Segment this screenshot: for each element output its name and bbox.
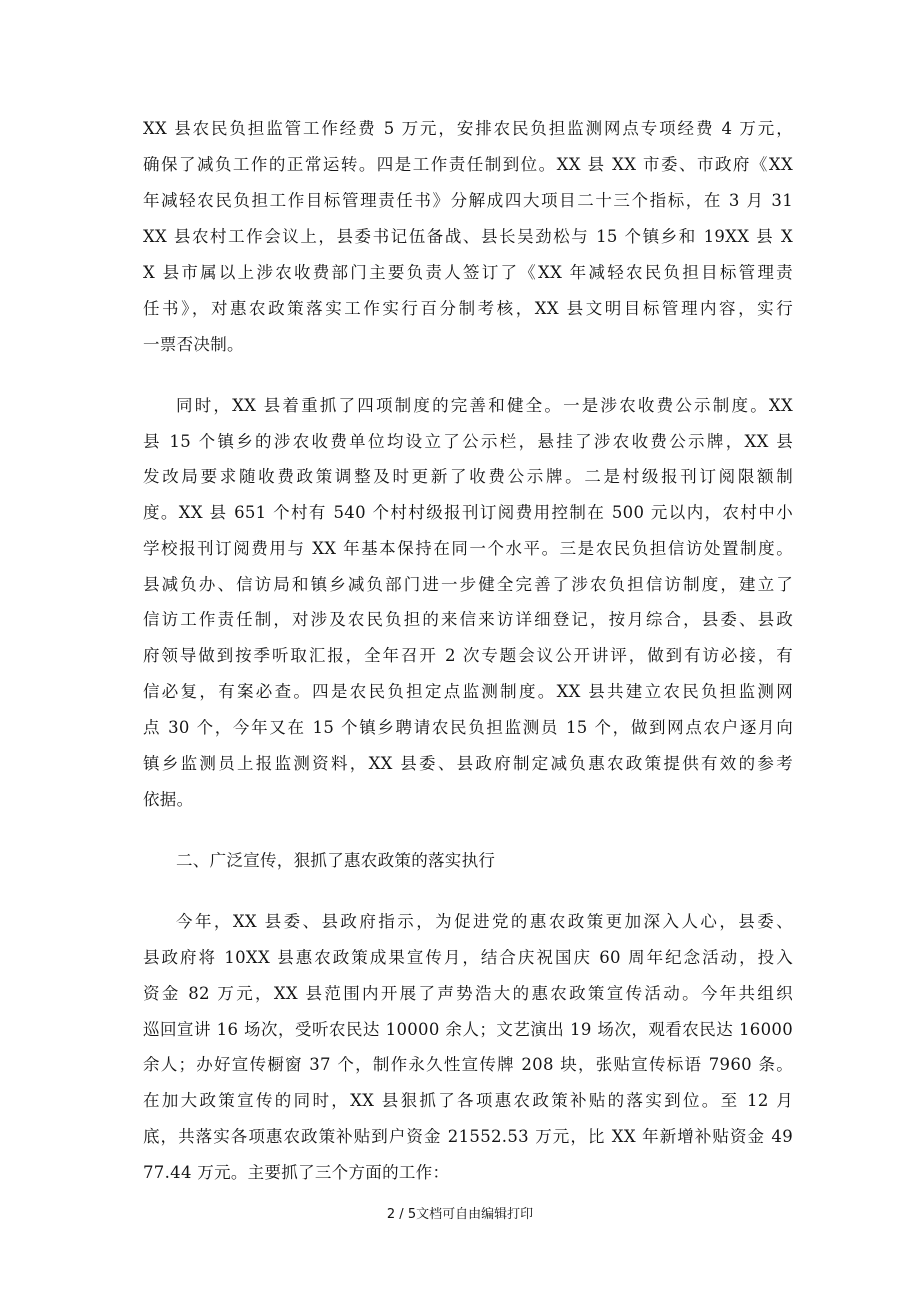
paragraph-line: 县减负办、信访局和镇乡减负部门进一步健全完善了涉农负担信访制度，建立了: [143, 575, 793, 594]
paragraph-line: 一票否决制。: [143, 335, 244, 354]
paragraph-line: 发改局要求随收费政策调整及时更新了收费公示牌。二是村级报刊订阅限额制: [143, 467, 793, 486]
paragraph-line: 确保了减负工作的正常运转。四是工作责任制到位。XX 县 XX 市委、市政府《XX: [143, 155, 793, 174]
paragraph-line: XX 县农民负担监管工作经费 5 万元，安排农民负担监测网点专项经费 4 万元，: [143, 119, 793, 138]
paragraph-line: 余人；办好宣传橱窗 37 个，制作永久性宣传牌 208 块，张贴宣传标语 7960 条。: [143, 1055, 793, 1074]
page-footer: 2 / 5文档可自由编辑打印: [386, 1207, 534, 1222]
paragraph-line: 资金 82 万元，XX 县范围内开展了声势浩大的惠农政策宣传活动。今年共组织: [143, 984, 793, 1003]
paragraph-line: 77.44 万元。主要抓了三个方面的工作：: [143, 1163, 450, 1182]
paragraph-line: 县政府将 10XX 县惠农政策成果宣传月，结合庆祝国庆 60 周年纪念活动，投入: [143, 948, 793, 967]
section-heading: 二、广泛宣传，狠抓了惠农政策的落实执行: [176, 851, 496, 870]
paragraph-line: 信必复，有案必查。四是农民负担定点监测制度。XX 县共建立农民负担监测网: [143, 682, 793, 701]
paragraph-line: 底，共落实各项惠农政策补贴到户资金 21552.53 万元，比 XX 年新增补贴资金 49: [143, 1127, 793, 1146]
paragraph-line: 点 30 个，今年又在 15 个镇乡聘请农民负担监测员 15 个，做到网点农户逐月向: [143, 718, 793, 737]
paragraph-line: 府领导做到按季听取汇报，全年召开 2 次专题会议公开讲评，做到有访必接，有: [143, 646, 793, 665]
paragraph-line: XX 县农村工作会议上，县委书记伍备战、县长吴劲松与 15 个镇乡和 19XX 县 X: [143, 227, 793, 246]
paragraph-line: 巡回宣讲 16 场次，受听农民达 10000 余人；文艺演出 19 场次，观看农民达 16000: [143, 1020, 793, 1039]
paragraph-line: 依据。: [143, 790, 194, 809]
paragraph-line: 年减轻农民负担工作目标管理责任书》分解成四大项目二十三个指标，在 3 月 31: [143, 191, 793, 210]
paragraph-line: 度。XX 县 651 个村有 540 个村村级报刊订阅费用控制在 500 元以内，农村中小: [143, 503, 793, 522]
paragraph-line: 今年，XX 县委、县政府指示，为促进党的惠农政策更加深入人心，县委、: [176, 912, 793, 931]
paragraph-line: 任书》，对惠农政策落实工作实行百分制考核，XX 县文明目标管理内容，实行: [143, 299, 793, 318]
paragraph-line: 同时，XX 县着重抓了四项制度的完善和健全。一是涉农收费公示制度。XX: [176, 396, 793, 415]
paragraph-line: 县 15 个镇乡的涉农收费单位均设立了公示栏，悬挂了涉农收费公示牌，XX 县: [143, 432, 793, 451]
paragraph-line: 在加大政策宣传的同时，XX 县狠抓了各项惠农政策补贴的落实到位。至 12 月: [143, 1091, 793, 1110]
paragraph-line: 镇乡监测员上报监测资料，XX 县委、县政府制定减负惠农政策提供有效的参考: [143, 754, 793, 773]
paragraph-line: X 县市属以上涉农收费部门主要负责人签订了《XX 年减轻农民负担目标管理责: [143, 263, 793, 282]
paragraph-line: 学校报刊订阅费用与 XX 年基本保持在同一个水平。三是农民负担信访处置制度。: [143, 539, 793, 558]
paragraph-line: 信访工作责任制，对涉及农民负担的来信来访详细登记，按月综合，县委、县政: [143, 610, 793, 629]
